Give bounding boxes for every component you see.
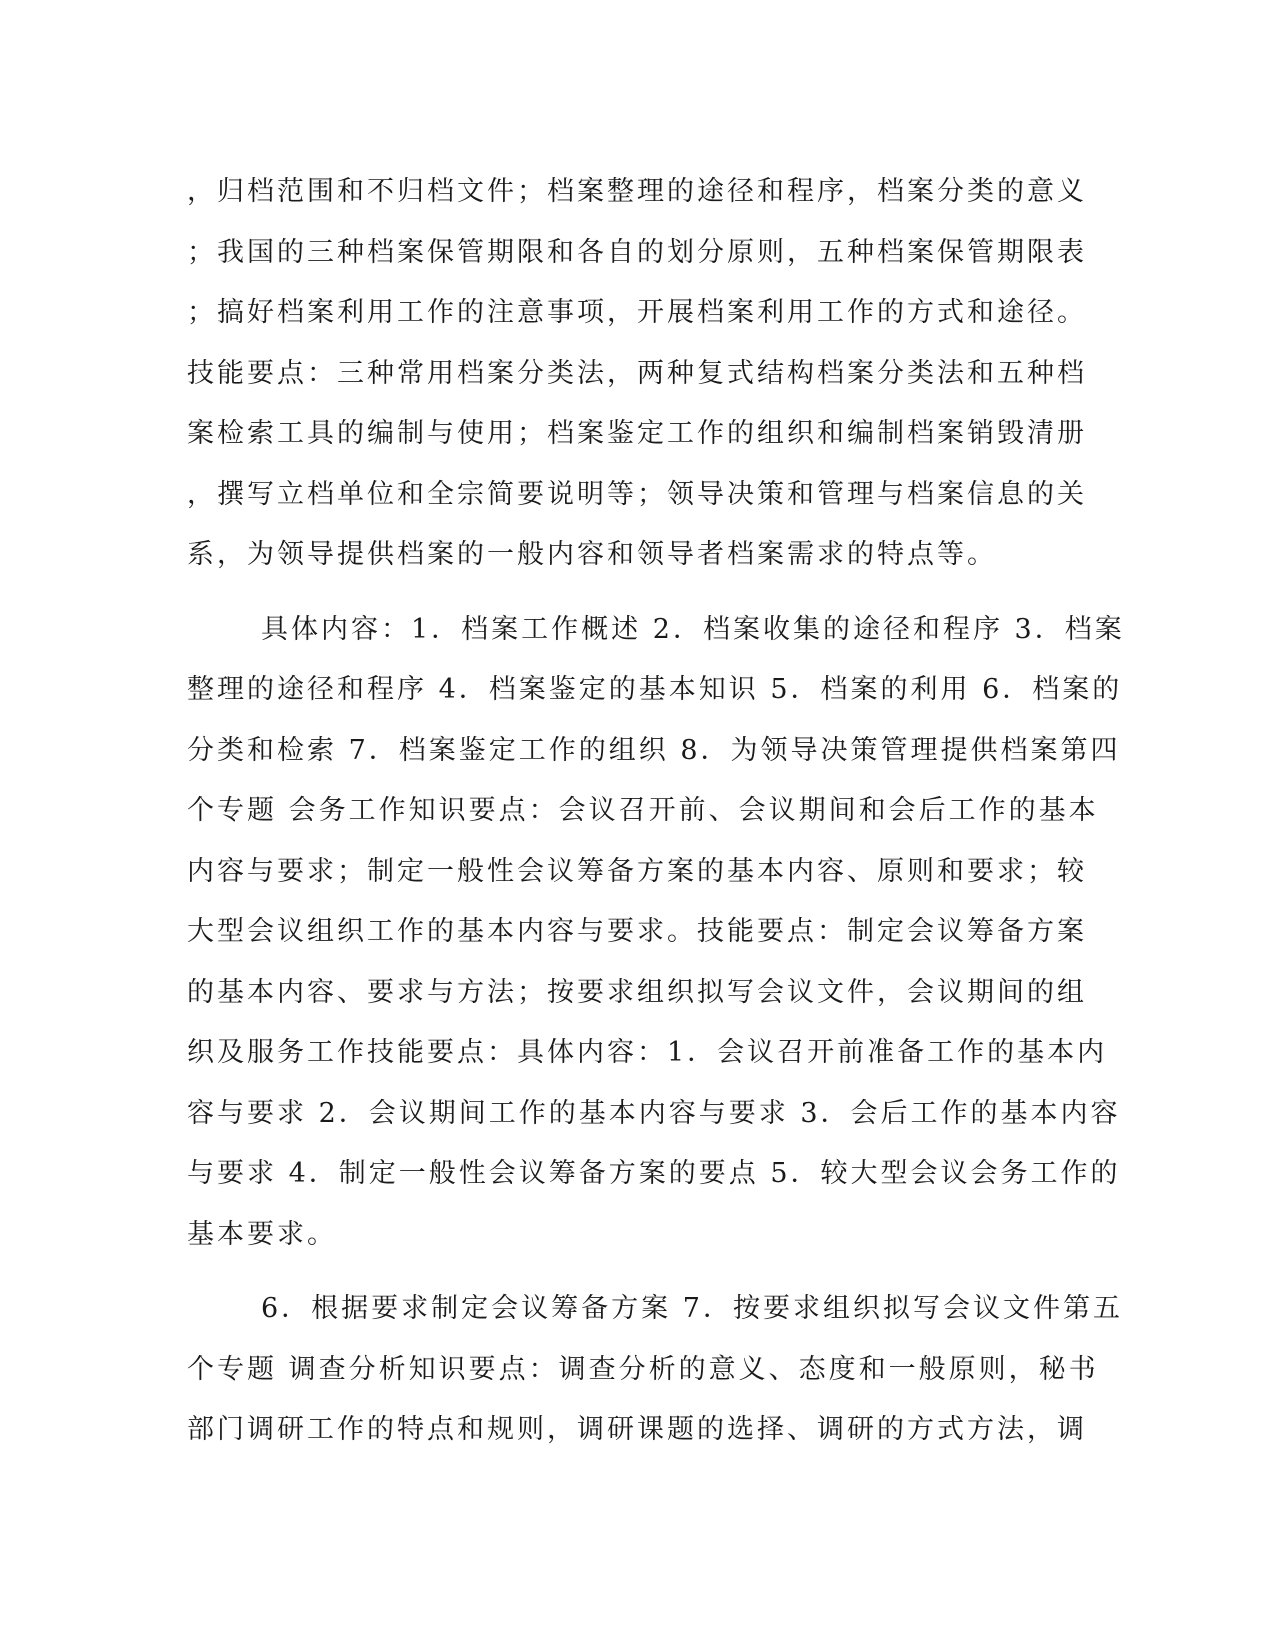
text-line: 大型会议组织工作的基本内容与要求。技能要点：制定会议筹备方案 — [187, 916, 1087, 947]
text-line: ，归档范围和不归档文件；档案整理的途径和程序，档案分类的意义 — [187, 176, 1087, 207]
text-line: ；搞好档案利用工作的注意事项，开展档案利用工作的方式和途径。 — [187, 297, 1087, 328]
paragraph-survey-analysis — [187, 1279, 1123, 1461]
text-line: 部门调研工作的特点和规则，调研课题的选择、调研的方式方法，调 — [187, 1414, 1087, 1445]
text-line: 整理的途径和程序 4．档案鉴定的基本知识 5．档案的利用 6．档案的 — [187, 674, 1123, 705]
paragraph-archives-continued — [187, 162, 1087, 586]
text-line: 系，为领导提供档案的一般内容和领导者档案需求的特点等。 — [187, 539, 997, 570]
text-line: 与要求 4．制定一般性会议筹备方案的要点 5．较大型会议会务工作的 — [187, 1158, 1121, 1189]
text-line: 个专题 会务工作知识要点：会议召开前、会议期间和会后工作的基本 — [187, 795, 1099, 826]
text-line: 案检索工具的编制与使用；档案鉴定工作的组织和编制档案销毁清册 — [187, 418, 1087, 449]
text-line: ，撰写立档单位和全宗简要说明等；领导决策和管理与档案信息的关 — [187, 478, 1087, 510]
text-line: 具体内容：1．档案工作概述 2．档案收集的途径和程序 3．档案 — [261, 613, 1125, 645]
text-line: 的基本内容、要求与方法；按要求组织拟写会议文件，会议期间的组 — [187, 976, 1087, 1008]
paragraph-content-conference — [187, 600, 1125, 1266]
text-line: 6．根据要求制定会议筹备方案 7．按要求组织拟写会议文件第五 — [261, 1293, 1123, 1324]
text-line: 分类和检索 7．档案鉴定工作的组织 8．为领导决策管理提供档案第四 — [187, 734, 1121, 766]
body-text — [187, 162, 1125, 1475]
text-line: 内容与要求；制定一般性会议筹备方案的基本内容、原则和要求；较 — [187, 855, 1087, 887]
text-line: 织及服务工作技能要点：具体内容：1．会议召开前准备工作的基本内 — [187, 1037, 1108, 1068]
text-line: 容与要求 2．会议期间工作的基本内容与要求 3．会后工作的基本内容 — [187, 1097, 1121, 1129]
text-line: 技能要点：三种常用档案分类法，两种复式结构档案分类法和五种档 — [187, 357, 1087, 389]
text-line: 基本要求。 — [187, 1218, 337, 1250]
text-line: 个专题 调查分析知识要点：调查分析的意义、态度和一般原则，秘书 — [187, 1353, 1099, 1385]
text-line: ；我国的三种档案保管期限和各自的划分原则，五种档案保管期限表 — [187, 236, 1087, 268]
